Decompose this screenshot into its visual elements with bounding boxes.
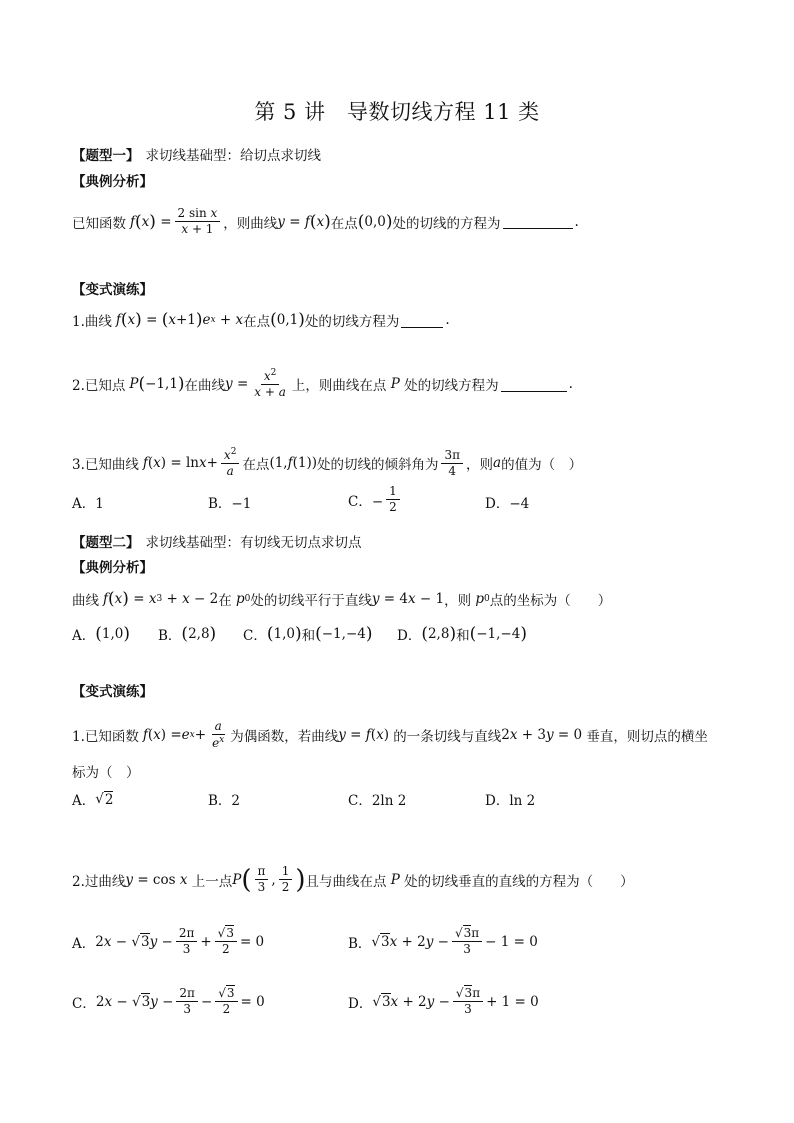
s1-question-3: 3.已知曲线 f ( x ) = ln x + $\frac{x^2}{a}$ 在点 (1, f (1)) 处的切线的倾斜角为 $\frac{3\pi}{4}$ ，则 a 的值为（ ） bbox=[72, 447, 583, 478]
s1-q3-option-b[interactable]: B．−1 bbox=[208, 496, 252, 512]
s1-question-2: 2.已知点 P ( −1,1 ) 在曲线 y = $\frac{x^2}{x + a}$ 上，则曲线在点 P 处的切线方程为 . bbox=[72, 368, 573, 399]
s2-q1-option-d[interactable]: D．ln 2 bbox=[485, 793, 536, 809]
s2-question-1: 1.已知函数 f ( x ) = e x + $\frac{a}{e^x}$ 为偶函数，若曲线 y = f ( x ) 的一条切线与直线 2 x + 3 y = 0 垂直，则切点的横坐 bbox=[72, 719, 708, 750]
s2-q2-option-c[interactable]: C． 2 x − √ 3 y − $\frac{2\pi}{3}$ − $\frac{√3}{2}$ = 0 bbox=[72, 986, 265, 1016]
section2-practice-label: 【变式演练】 bbox=[72, 684, 153, 700]
s1-q3-option-c[interactable]: C．− $\frac{1}{2}$ bbox=[348, 484, 403, 515]
s2-example-option-b[interactable]: B． ( 2,8 ) bbox=[158, 624, 217, 644]
section2-example-label: 【典例分析】 bbox=[72, 560, 153, 576]
s2-q1-option-b[interactable]: B．2 bbox=[208, 793, 241, 809]
section1-heading: 【题型一】 求切线基础型：给切点求切线 bbox=[72, 148, 321, 164]
page-title: 第 5 讲 导数切线方程 11 类 bbox=[254, 100, 540, 124]
section1-example: 已知函数 f ( x ) = $\frac{\text{2 sin x}}{x + 1}$ ，则曲线 y = f ( x ) 在点 ( 0,0 ) 处的切线的方程为 . bbox=[72, 206, 579, 236]
s2-q1-option-c[interactable]: C．2ln 2 bbox=[348, 793, 407, 809]
s2-q1-option-a[interactable]: A． √ 2 bbox=[72, 791, 114, 809]
s2-q2-option-b[interactable]: B． √ 3 x + 2 y − $\frac{√3\pi}{3}$ − 1 = 0 bbox=[348, 926, 538, 956]
s2-question-1-cont: 标为（ ） bbox=[72, 765, 140, 781]
answer-blank bbox=[503, 214, 573, 229]
s2-q2-option-a[interactable]: A． 2 x − √ 3 y − $\frac{2\pi}{3}$ + $\frac{√3}{2}$ = 0 bbox=[72, 926, 265, 956]
s2-question-2: 2.过曲线 y = cos x 上一点 P ( $\frac{\pi}{3}$ , $\frac{1}{2}$ ) 且与曲线在点 P 处的切线垂直的直线的方程为（ ） bbox=[72, 864, 634, 895]
s1-q3-option-d[interactable]: D．−4 bbox=[485, 496, 530, 512]
answer-blank bbox=[501, 377, 567, 392]
s1-q3-option-a[interactable]: A．1 bbox=[72, 496, 104, 512]
s2-example-option-d[interactable]: D． ( 2,8 ) 和 ( −1,−4 ) bbox=[397, 624, 527, 644]
s2-q2-option-d[interactable]: D． √ 3 x + 2 y − $\frac{√3\pi}{3}$ + 1 = 0 bbox=[348, 986, 539, 1016]
s1-question-1: 1.曲线 f ( x ) = ( x +1 ) e x + x 在点 ( 0,1 ) 处的切线方程为 . bbox=[72, 310, 450, 330]
section1-example-label: 【典例分析】 bbox=[72, 174, 153, 190]
s2-example-option-a[interactable]: A． ( 1,0 ) bbox=[72, 624, 131, 644]
answer-blank bbox=[401, 313, 443, 328]
section1-practice-label: 【变式演练】 bbox=[72, 282, 153, 298]
s2-example-option-c[interactable]: C． ( 1,0 ) 和 ( −1,−4 ) bbox=[243, 624, 373, 644]
section2-heading: 【题型二】 求切线基础型：有切线无切点求切点 bbox=[72, 535, 362, 551]
section2-example: 曲线 f ( x ) = x 3 + x − 2 在 p 0 处的切线平行于直线 y = 4 x − 1 ，则 p 0 点的坐标为（ ） bbox=[72, 589, 612, 609]
